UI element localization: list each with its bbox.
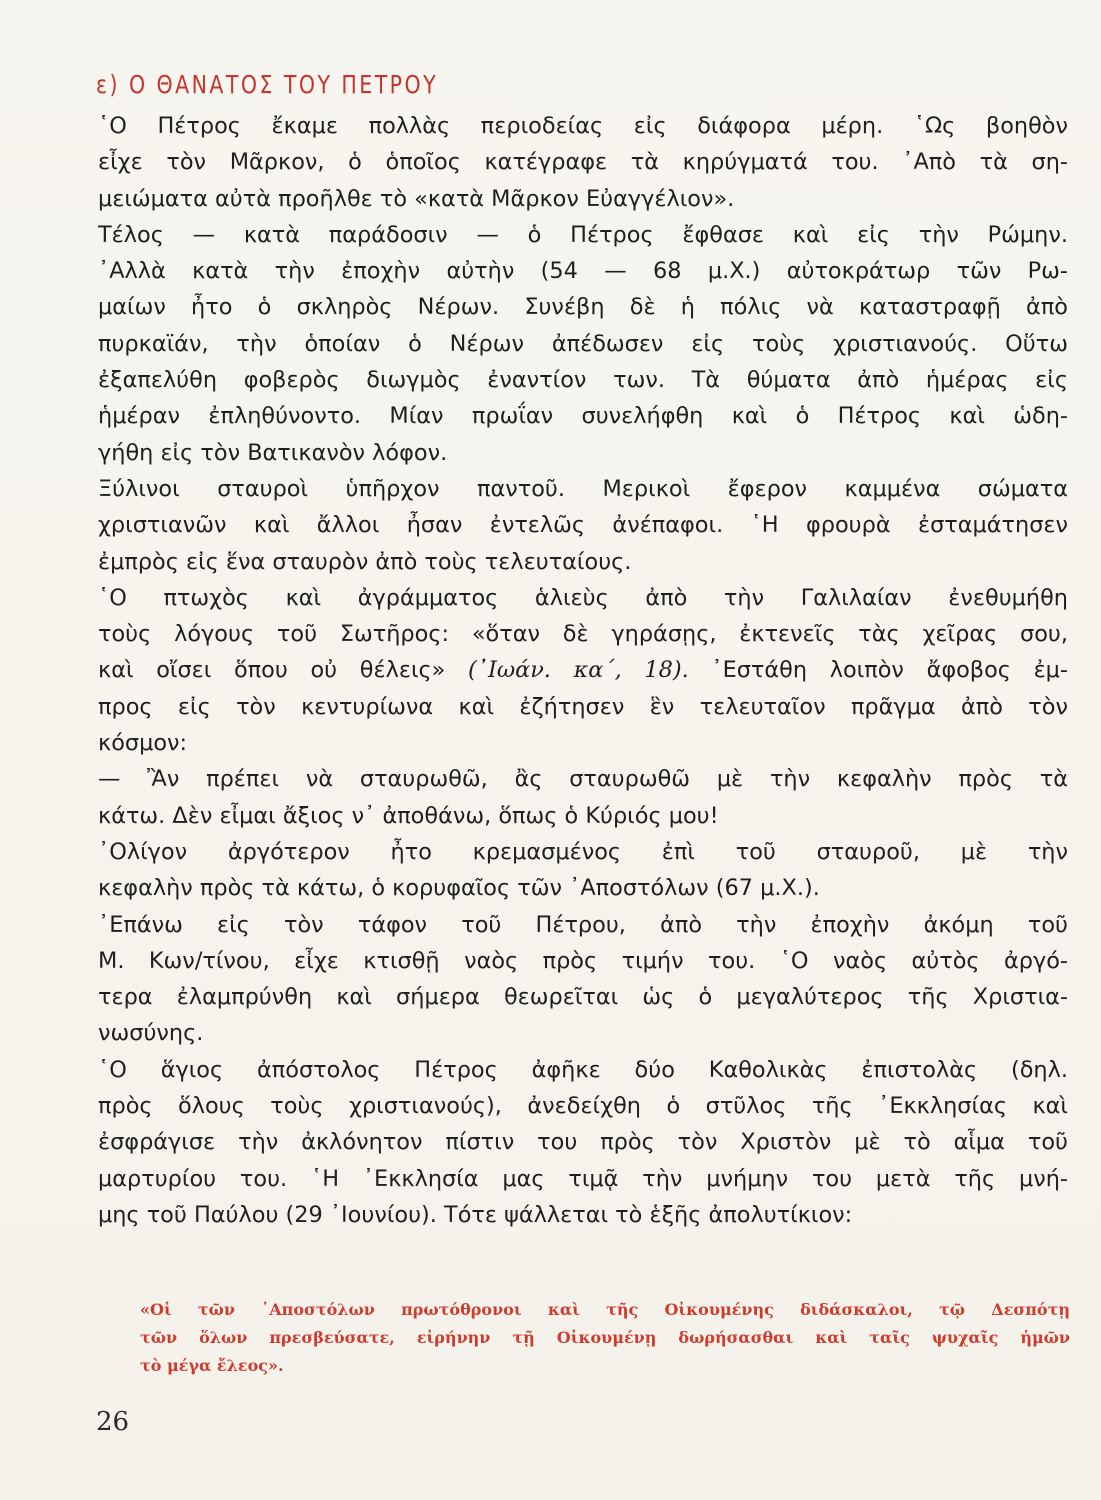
- text-line: μειώματα αὐτὰ προῆλθε τὸ «κατὰ Μᾶρκον Εὐαγγέλιον».: [98, 185, 735, 212]
- text-line: Μ. Κων/τίνου, εἶχε κτισθῇ ναὸς πρὸς τιμήν του. ῾Ο ναὸς αὐτὸς ἀργό-: [98, 947, 1068, 974]
- text-line: χριστιανῶν καὶ ἄλλοι ἦσαν ἐντελῶς ἀνέπαφοι. ῾Η φρουρὰ ἐσταμάτησεν: [98, 512, 1068, 539]
- text-line: ἐμπρὸς εἰς ἕνα σταυρὸν ἀπὸ τοὺς τελευταίους.: [98, 548, 632, 575]
- page-number: 26: [96, 1407, 130, 1437]
- text-line: ῾Ο πτωχὸς καὶ ἀγράμματος ἁλιεὺς ἀπὸ τὴν Γαλιλαίαν ἐνεθυμήθη: [98, 584, 1068, 611]
- text-line: — Ἂν πρέπει νὰ σταυρωθῶ, ἂς σταυρωθῶ μὲ τὴν κεφαλὴν πρὸς τὰ: [98, 766, 1068, 793]
- section-heading: ε) Ο ΘΑΝΑΤΟΣ ΤΟΥ ΠΕΤΡΟΥ: [96, 70, 439, 99]
- text-line: τερα ἐλαμπρύνθη καὶ σήμερα θεωρεῖται ὡς ὁ μεγαλύτερος τῆς Χριστια-: [98, 984, 1068, 1011]
- text-line: κόσμον:: [98, 730, 188, 757]
- hymn-line: «Οἱ τῶν ᾿Αποστόλων πρωτόθρονοι καὶ τῆς Οἰκουμένης διδάσκαλοι, τῷ Δεσπότῃ: [140, 1300, 1070, 1319]
- text-line: ᾿Ολίγον ἀργότερον ἦτο κρεμασμένος ἐπὶ τοῦ σταυροῦ, μὲ τὴν: [98, 838, 1068, 865]
- text-line: τοὺς λόγους τοῦ Σωτῆρος: «ὅταν δὲ γηράσῃς, ἐκτενεῖς τὰς χεῖρας σου,: [98, 621, 1068, 648]
- text-line: γήθη εἰς τὸν Βατικανὸν λόφον.: [98, 439, 448, 466]
- hymn-line: τῶν ὅλων πρεσβεύσατε, εἰρήνην τῇ Οἰκουμένῃ δωρήσασθαι καὶ ταῖς ψυχαῖς ἡμῶν: [140, 1328, 1070, 1347]
- text-line: ῾Ο ἅγιος ἀπόστολος Πέτρος ἀφῆκε δύο Καθολικὰς ἐπιστολὰς (δηλ.: [98, 1056, 1068, 1083]
- text-line: προς εἰς τὸν κεντυρίωνα καὶ ἐζήτησεν ἓν τελευταῖον πρᾶγμα ἀπὸ τὸν: [98, 693, 1068, 720]
- text-line: ἐσφράγισε τὴν ἀκλόνητον πίστιν του πρὸς τὸν Χριστὸν μὲ τὸ αἷμα τοῦ: [98, 1129, 1068, 1156]
- quote-text: καὶ οἴσει ὅπου οὐ θέλεις»: [98, 657, 446, 684]
- text-line: μαίων ἦτο ὁ σκληρὸς Νέρων. Συνέβη δὲ ἡ πόλις νὰ καταστραφῇ ἀπὸ: [98, 294, 1068, 321]
- text-line: μαρτυρίου του. ῾Η ᾿Εκκλησία μας τιμᾷ τὴν μνήμην του μετὰ τῆς μνή-: [98, 1165, 1068, 1192]
- text-line: Ξύλινοι σταυροὶ ὑπῆρχον παντοῦ. Μερικοὶ ἔφερον καμμένα σώματα: [98, 475, 1068, 502]
- text-line: κεφαλὴν πρὸς τὰ κάτω, ὁ κορυφαῖος τῶν ᾿Αποστόλων (67 μ.Χ.).: [98, 875, 820, 902]
- text-line: ᾿Αλλὰ κατὰ τὴν ἐποχὴν αὐτὴν (54 — 68 μ.Χ.) αὐτοκράτωρ τῶν Ρω-: [98, 258, 1068, 285]
- text-line: μης τοῦ Παύλου (29 ᾿Ιουνίου). Τότε ψάλλεται τὸ ἑξῆς ἀπολυτίκιον:: [98, 1201, 853, 1228]
- text-line: ἡμέραν ἐπληθύνοντο. Μίαν πρωΐαν συνελήφθη καὶ ὁ Πέτρος καὶ ὡδη-: [98, 403, 1068, 430]
- hymn-line: τὸ μέγα ἔλεος».: [140, 1356, 284, 1375]
- text-line: Τέλος — κατὰ παράδοσιν — ὁ Πέτρος ἔφθασε καὶ εἰς τὴν Ρώμην.: [98, 221, 1068, 248]
- text-line: ῾Ο Πέτρος ἔκαμε πολλὰς περιοδείας εἰς διάφορα μέρη. ῾Ως βοηθὸν: [98, 113, 1068, 139]
- text-line: ἐξαπελύθη φοβερὸς διωγμὸς ἐναντίον των. Τὰ θύματα ἀπὸ ἡμέρας εἰς: [98, 367, 1068, 394]
- apolytikion-hymn: [140, 1296, 1075, 1380]
- text-continuation: ᾿Εστάθη λοιπὸν ἄφοβος ἐμ-: [688, 657, 1069, 684]
- text-line: κάτω. Δὲν εἶμαι ἄξιος ν᾿ ἀποθάνω, ὅπως ὁ Κύριός μου!: [98, 802, 719, 829]
- text-line-with-reference: [98, 652, 1068, 688]
- text-line: πρὸς ὅλους τοὺς χριστιανούς), ἀνεδείχθη ὁ στῦλος τῆς ᾿Εκκλησίας καὶ: [98, 1093, 1068, 1120]
- scripture-reference: (᾿Ιωάν. κα΄, 18).: [468, 657, 689, 684]
- text-line: εἶχε τὸν Μᾶρκον, ὁ ὁποῖος κατέγραφε τὰ κηρύγματά του. ᾿Απὸ τὰ ση-: [98, 149, 1068, 176]
- text-line: νωσύνης.: [98, 1020, 204, 1047]
- text-line: πυρκαϊάν, τὴν ὁποίαν ὁ Νέρων ἀπέδωσεν εἰς τοὺς χριστιανούς. Οὕτω: [98, 330, 1068, 357]
- body-text: [98, 108, 1073, 1233]
- text-line: ᾿Επάνω εἰς τὸν τάφον τοῦ Πέτρου, ἀπὸ τὴν ἐποχὴν ἀκόμη τοῦ: [98, 911, 1068, 938]
